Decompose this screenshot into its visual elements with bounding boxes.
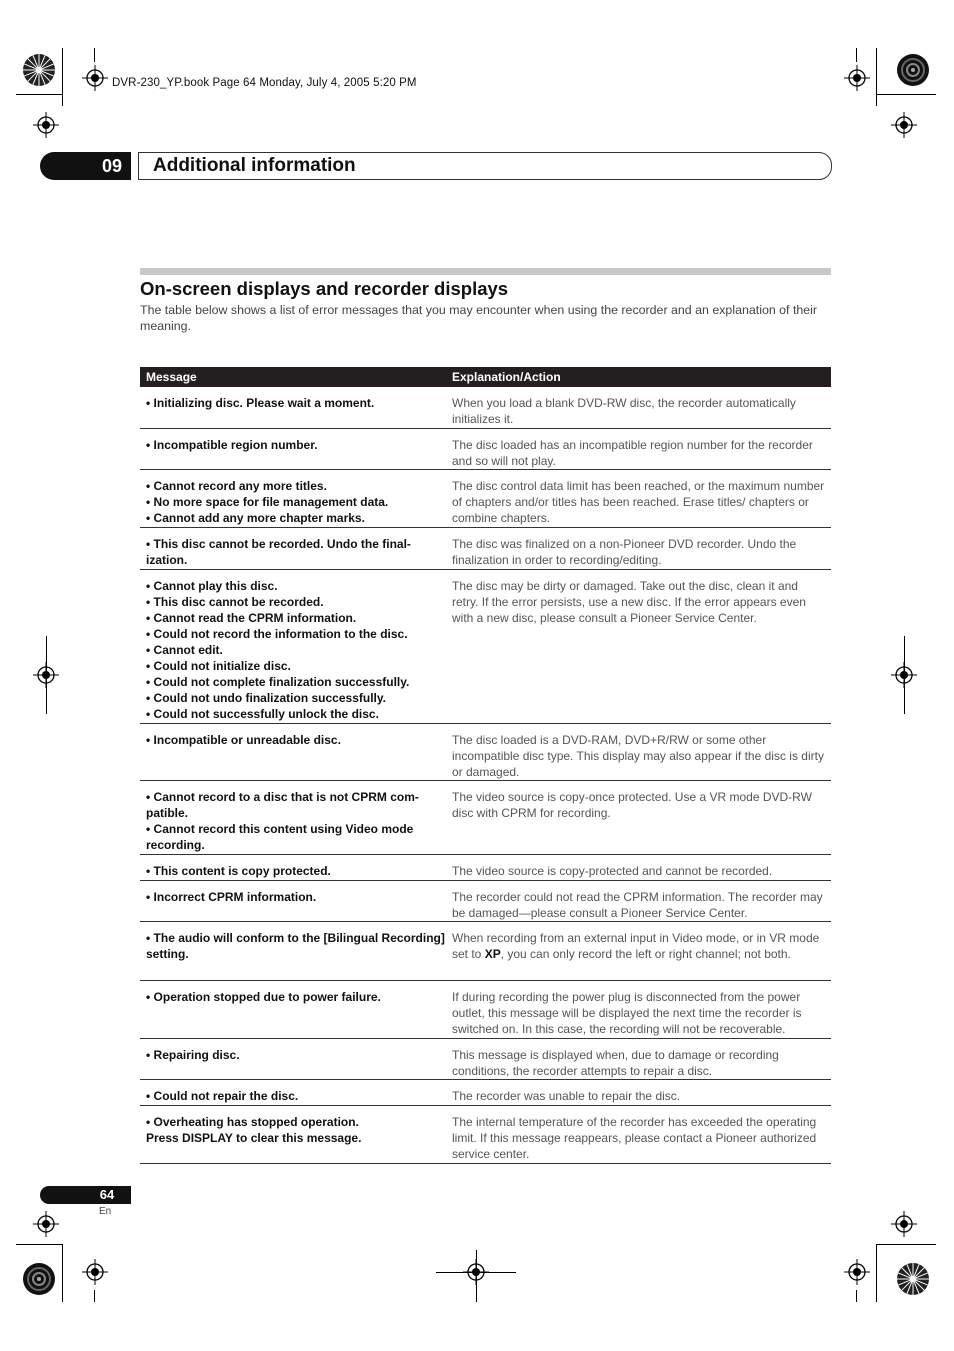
message-cell (140, 570, 446, 723)
message-cell (140, 528, 446, 569)
explanation-cell: The video source is copy-once protected. Use a VR mode DVD-RW disc with CPRM for recording. (452, 790, 812, 820)
message-line: • Cannot add any more chapter marks. (146, 511, 365, 525)
table-row (140, 528, 831, 570)
message-line: Press DISPLAY to clear this message. (146, 1131, 362, 1145)
message-cell (140, 429, 446, 469)
message-line: • This content is copy protected. (146, 864, 331, 878)
section-title: On-screen displays and recorder displays (140, 278, 509, 299)
message-cell (140, 981, 446, 1038)
table-row (140, 855, 831, 881)
registration-mark-icon (463, 1259, 489, 1285)
message-cell (140, 470, 446, 527)
explanation-cell: The disc loaded is a DVD-RAM, DVD+R/RW or some other incompatible disc type. This display may also appear if the disc is dirty or damaged. (452, 733, 824, 779)
explanation-cell: The video source is copy-protected and cannot be recorded. (452, 864, 773, 878)
chapter-title: Additional information (153, 155, 356, 176)
registration-mark-icon (33, 662, 59, 688)
message-cell (140, 881, 446, 921)
table-row (140, 429, 831, 470)
message-line: • Incorrect CPRM information. (146, 890, 317, 904)
message-line: • Repairing disc. (146, 1048, 240, 1062)
message-line: • Cannot play this disc. (146, 579, 278, 593)
table-row (140, 724, 831, 781)
explanation-cell: The disc control data limit has been reached, or the maximum number of chapters and/or titles has been reached. Erase titles/ chapters or combine chapters. (452, 479, 825, 525)
message-cell (140, 1106, 446, 1163)
message-line: • Could not successfully unlock the disc. (146, 707, 379, 721)
registration-mark-icon (82, 65, 108, 91)
message-line: • Incompatible region number. (146, 438, 318, 452)
message-line: • Overheating has stopped operation. (146, 1115, 359, 1129)
message-line: • Initializing disc. Please wait a moment. (146, 396, 375, 410)
message-line: • Cannot record this content using Video mode recording. (146, 822, 414, 852)
table-row (140, 1106, 831, 1164)
table-row (140, 922, 831, 981)
message-line: • Operation stopped due to power failure. (146, 990, 381, 1004)
table-row (140, 470, 831, 528)
explanation-cell: The internal temperature of the recorder has exceeded the operating limit. If this message reappears, please contact a Pioneer authorized service center. (452, 1115, 817, 1161)
chapter-number: 09 (101, 156, 123, 176)
explanation-cell: The disc was finalized on a non-Pioneer DVD recorder. Undo the finalization in order to recording/editing. (452, 537, 797, 567)
explanation-cell: If during recording the power plug is disconnected from the power outlet, this message will be displayed the next time the recorder is switched on. In this case, the recording will not be recoverable. (452, 990, 802, 1036)
print-wheel-icon (896, 1262, 930, 1296)
message-cell (140, 387, 446, 428)
registration-mark-icon (33, 112, 59, 138)
message-line: • Could not initialize disc. (146, 659, 291, 673)
message-line: • No more space for file management data. (146, 495, 389, 509)
message-line: • Cannot record to a disc that is not CPRM com-patible. (146, 790, 419, 820)
message-cell (140, 724, 446, 780)
message-line: • Could not complete finalization successfully. (146, 675, 410, 689)
registration-mark-icon (891, 662, 917, 688)
message-line: • Cannot edit. (146, 643, 223, 657)
explanation-cell: When you load a blank DVD-RW disc, the recorder automatically initializes it. (452, 396, 796, 426)
registration-mark-icon (891, 1211, 917, 1237)
registration-mark-icon (844, 1259, 870, 1285)
registration-mark-icon (891, 112, 917, 138)
message-line: • This disc cannot be recorded. Undo the final-ization. (146, 537, 411, 567)
message-line: • Incompatible or unreadable disc. (146, 733, 341, 747)
message-line: • Cannot record any more titles. (146, 479, 327, 493)
explanation-text: When recording from an external input in Video mode, or in VR mode set to (452, 931, 820, 961)
table-row (140, 781, 831, 855)
message-line: • Could not undo finalization successfully. (146, 691, 386, 705)
table-row (140, 1080, 831, 1106)
explanation-cell: The recorder could not read the CPRM information. The recorder may be damaged—please consult a Pioneer Service Center. (452, 890, 823, 920)
table-row (140, 1039, 831, 1080)
explanation-cell: The recorder was unable to repair the disc. (452, 1089, 681, 1103)
message-cell (140, 855, 446, 880)
explanation-cell: The disc loaded has an incompatible region number for the recorder and so will not play. (452, 438, 813, 468)
table-row (140, 570, 831, 724)
message-line: • Could not repair the disc. (146, 1089, 299, 1103)
message-line: • Cannot read the CPRM information. (146, 611, 357, 625)
table-row (140, 387, 831, 429)
column-header-message: Message (146, 370, 197, 384)
registration-mark-icon (844, 65, 870, 91)
page-language: En (99, 1206, 112, 1217)
registration-mark-icon (33, 1211, 59, 1237)
registration-mark-icon (82, 1259, 108, 1285)
table-row (140, 881, 831, 922)
section-divider (140, 268, 831, 275)
table-row (140, 981, 831, 1039)
message-line: • This disc cannot be recorded. (146, 595, 324, 609)
message-line: • The audio will conform to the [Bilingual Recording] setting. (146, 931, 445, 961)
book-header: DVR-230_YP.book Page 64 Monday, July 4, 2005 5:20 PM (112, 77, 417, 89)
explanation-text: , you can only record the left or right channel; not both. (500, 947, 791, 961)
column-header-explanation: Explanation/Action (452, 370, 561, 384)
print-wheel-icon (896, 53, 930, 87)
print-wheel-icon (22, 1262, 56, 1296)
message-cell (140, 922, 446, 980)
explanation-cell (446, 922, 831, 980)
explanation-cell: This message is displayed when, due to damage or recording conditions, the recorder attempts to repair a disc. (452, 1048, 779, 1078)
error-message-table (140, 367, 831, 1164)
message-cell (140, 1039, 446, 1079)
message-line: • Could not record the information to the disc. (146, 627, 408, 641)
explanation-cell: The disc may be dirty or damaged. Take out the disc, clean it and retry. If the error persists, use a new disc. If the error appears even with a new disc, please consult a Pioneer Service Center. (452, 579, 806, 625)
section-intro: The table below shows a list of error messages that you may encounter when using the recorder and an explanation of their meaning. (140, 303, 818, 333)
print-wheel-icon (22, 53, 56, 87)
explanation-emphasis: XP (484, 947, 501, 961)
page-number: 64 (99, 1187, 115, 1202)
table-header (140, 367, 831, 387)
message-cell (140, 1080, 446, 1105)
message-cell (140, 781, 446, 854)
